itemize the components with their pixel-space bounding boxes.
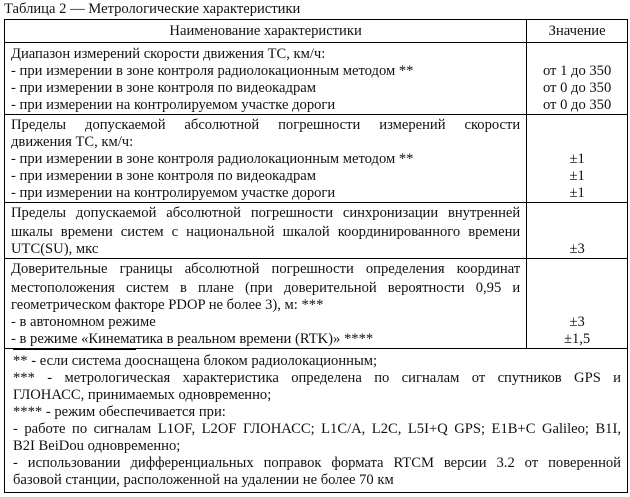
row-title: Диапазон измерений скорости движения ТС, км/ч: bbox=[11, 46, 326, 62]
row-value: ±3 bbox=[569, 241, 585, 257]
row-item-label: - при измерении в зоне контроля по видеокадрам bbox=[11, 168, 316, 184]
row-item-label: - при измерении в зоне контроля радиолокационным методом ** bbox=[11, 151, 414, 167]
row-item-value: от 0 до 350 bbox=[542, 97, 612, 113]
table-row bbox=[5, 43, 628, 115]
header-value: Значение bbox=[527, 20, 628, 43]
row-title-cont: движения ТС, км/ч: bbox=[11, 134, 134, 150]
characteristic-speed-range bbox=[5, 43, 527, 115]
footnote-rule bbox=[13, 349, 136, 350]
row-item-value: ±1,5 bbox=[563, 331, 591, 347]
table-row bbox=[5, 115, 628, 203]
footnotes-box bbox=[4, 335, 628, 493]
table-row bbox=[5, 203, 628, 259]
values-cell bbox=[527, 43, 628, 115]
row-item-value: ±1 bbox=[569, 185, 585, 201]
values-cell bbox=[527, 203, 628, 259]
row-title-cont: UTC(SU), мкс bbox=[11, 241, 99, 257]
row-title-cont: геометрическом факторе PDOP не более 3), м: *** bbox=[11, 297, 324, 313]
footnote-3-cont: ГЛОНАСС, принимаемых одновременно; bbox=[13, 387, 272, 403]
table-caption: Таблица 2 — Метрологические характеристики bbox=[4, 1, 301, 17]
footnote-3: *** - метрологическая характеристика определена по сигналам от спутников GPS и bbox=[13, 370, 621, 386]
row-item-label: - при измерении на контролируемом участке дороги bbox=[11, 185, 336, 201]
row-title: Доверительные границы абсолютной погрешности определения координат bbox=[11, 261, 521, 277]
row-item-value: от 0 до 350 bbox=[542, 80, 612, 96]
row-title: Пределы допускаемой абсолютной погрешности синхронизации внутренней bbox=[11, 205, 521, 221]
row-item-label: - в автономном режиме bbox=[11, 314, 156, 330]
table-header-row bbox=[5, 20, 628, 43]
values-cell bbox=[527, 115, 628, 203]
row-item-label: - при измерении в зоне контроля по видеокадрам bbox=[11, 80, 316, 96]
row-item-value: ±3 bbox=[569, 314, 585, 330]
row-item-value: ±1 bbox=[569, 168, 585, 184]
row-title: Пределы допускаемой абсолютной погрешности измерений скорости bbox=[11, 117, 521, 133]
footnote-4: **** - режим обеспечивается при: bbox=[13, 404, 226, 420]
characteristic-speed-error bbox=[5, 115, 527, 203]
row-title-cont: шкалы времени систем с национальной шкалой координированного времени bbox=[11, 224, 521, 240]
footnote-4-item-a: - работе по сигналам L1OF, L2OF ГЛОНАСС; L1C/A, L2C, L5I+Q GPS; E1B+C Galileo; B1I, bbox=[13, 421, 621, 437]
footnote-2: ** - если система дооснащена блоком радиолокационным; bbox=[13, 353, 378, 369]
metrological-characteristics-table bbox=[4, 19, 628, 349]
header-name: Наименование характеристики bbox=[5, 20, 527, 43]
row-item-label: - в режиме «Кинематика в реальном времени (RTK)» **** bbox=[11, 331, 374, 347]
footnote-4-item-a-cont: B2I BeiDou одновременно; bbox=[13, 438, 181, 454]
footnote-4-item-b-cont: базовой станции, расположенной на удалении не более 70 км bbox=[13, 472, 394, 488]
row-item-value: от 1 до 350 bbox=[542, 63, 612, 79]
row-item-value: ±1 bbox=[569, 151, 585, 167]
footnote-4-item-b: - использовании дифференциальных поправок формата RTCM версии 3.2 от поверенной bbox=[13, 455, 621, 471]
row-item-label: - при измерении на контролируемом участке дороги bbox=[11, 97, 336, 113]
row-title-cont: местоположения систем в плане (при доверительной вероятности 0,95 и bbox=[11, 280, 521, 296]
row-item-label: - при измерении в зоне контроля радиолокационным методом ** bbox=[11, 63, 414, 79]
characteristic-time-sync-error bbox=[5, 203, 527, 259]
